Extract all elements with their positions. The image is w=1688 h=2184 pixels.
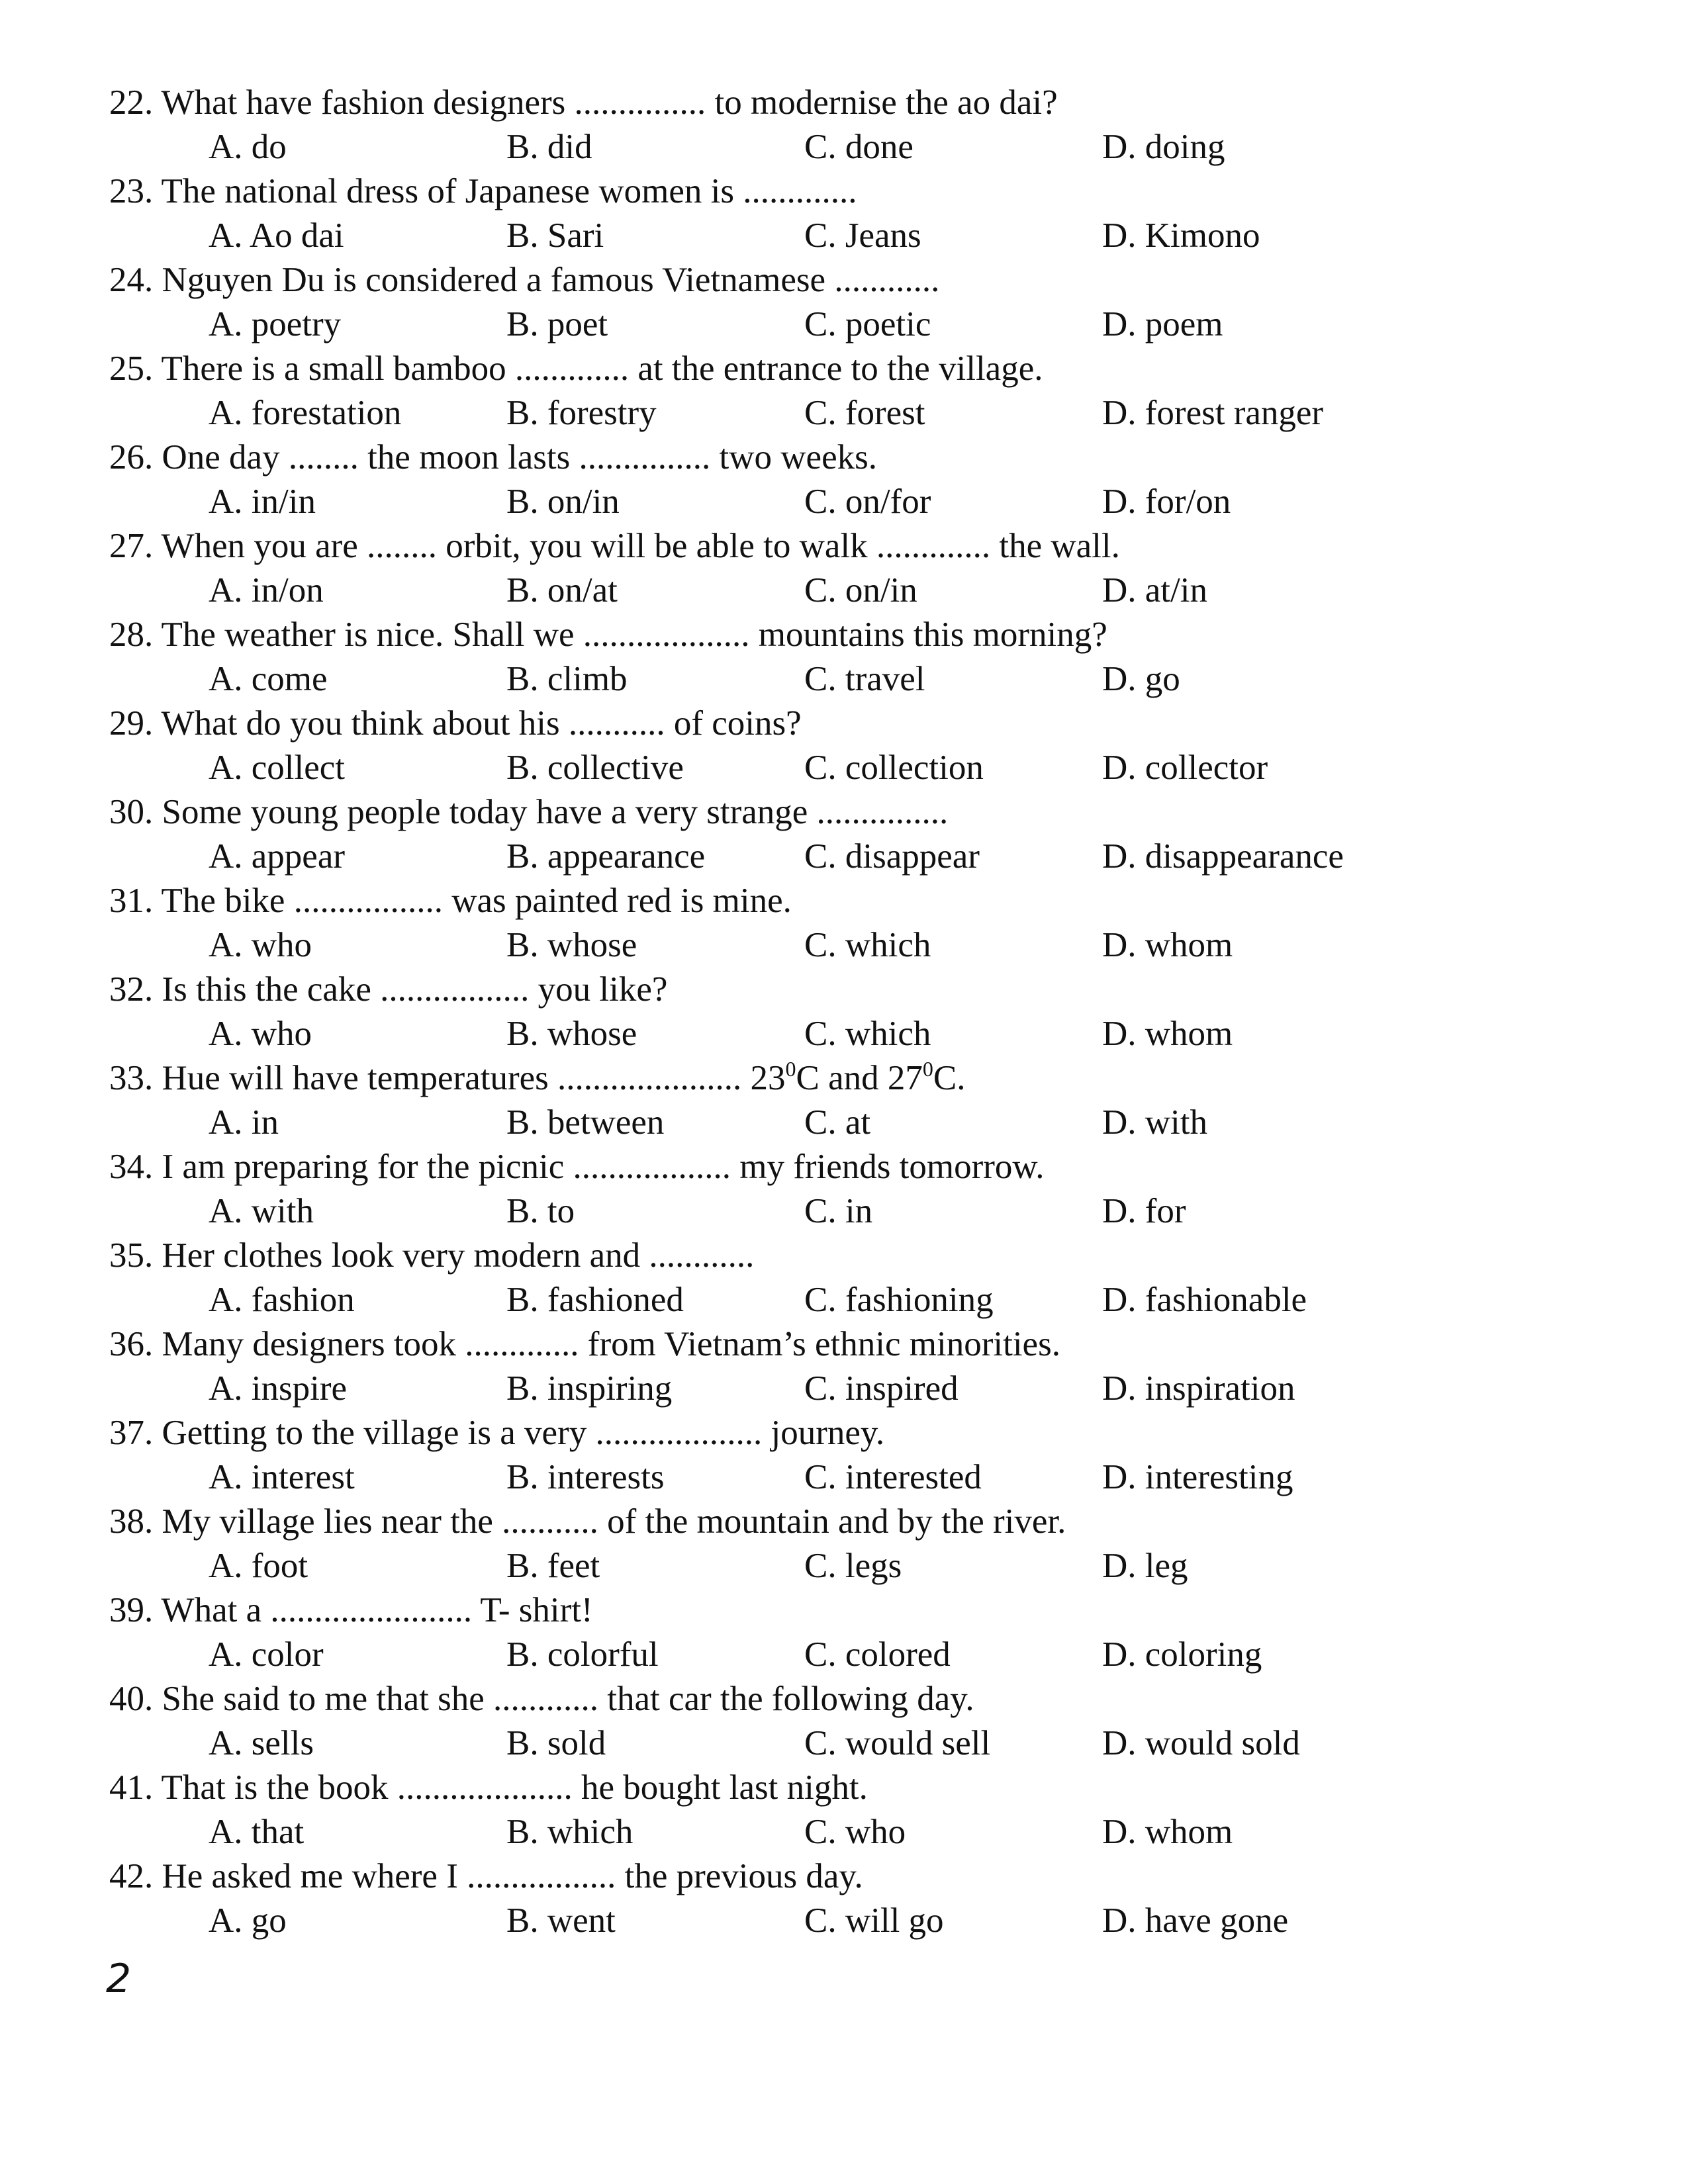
answer-option-d: D. have gone: [1102, 1901, 1289, 1940]
answer-option-b: B. inspiring: [506, 1369, 673, 1408]
question-stem: [109, 1056, 1632, 1101]
answer-option-a: A. do: [209, 128, 287, 166]
answer-options: [109, 569, 1632, 613]
answer-option-a: A. inspire: [209, 1369, 348, 1408]
answer-option-c: C. legs: [804, 1547, 902, 1585]
answer-option-c: C. would sell: [804, 1724, 991, 1762]
question-item: [109, 1322, 1632, 1411]
answer-option-b: B. climb: [506, 660, 628, 698]
question-item: [109, 879, 1632, 968]
question-item: [109, 1411, 1632, 1500]
answer-option-b: B. sold: [506, 1724, 606, 1762]
answer-options: [109, 1899, 1632, 1943]
page-number: 2: [106, 1956, 132, 2002]
answer-option-d: D. would sold: [1102, 1724, 1300, 1762]
answer-option-a: A. who: [209, 926, 312, 964]
question-item: [109, 1056, 1632, 1145]
question-item: [109, 258, 1632, 347]
answer-options: [109, 1367, 1632, 1411]
question-item: [109, 790, 1632, 879]
question-item: [109, 81, 1632, 169]
answer-option-a: A. fashion: [209, 1281, 355, 1319]
answer-option-b: B. poet: [506, 305, 608, 343]
answer-option-d: D. leg: [1102, 1547, 1188, 1585]
answer-option-d: D. interesting: [1102, 1458, 1293, 1496]
answer-option-a: A. with: [209, 1192, 314, 1230]
question-item: [109, 524, 1632, 613]
answer-option-d: D. Kimono: [1102, 216, 1260, 255]
answer-option-d: D. whom: [1102, 926, 1233, 964]
superscript-degree: 0: [922, 1057, 933, 1081]
answer-option-d: D. forest ranger: [1102, 394, 1324, 432]
question-item: [109, 1145, 1632, 1234]
answer-option-a: A. Ao dai: [209, 216, 344, 255]
answer-option-c: C. on/in: [804, 571, 917, 610]
answer-option-d: D. collector: [1102, 749, 1268, 787]
answer-option-c: C. Jeans: [804, 216, 921, 255]
question-stem: 23. The national dress of Japanese women is .............: [109, 172, 857, 210]
superscript-degree: 0: [785, 1057, 796, 1081]
answer-option-a: A. forestation: [209, 394, 402, 432]
question-item: [109, 1854, 1632, 1943]
answer-option-c: C. who: [804, 1813, 906, 1851]
answer-option-a: A. poetry: [209, 305, 342, 343]
question-item: [109, 1588, 1632, 1677]
question-stem: 22. What have fashion designers ............... to modernise the ao dai?: [109, 83, 1058, 122]
answer-option-d: D. doing: [1102, 128, 1225, 166]
answer-option-a: A. come: [209, 660, 328, 698]
question-stem: 31. The bike ................. was painted red is mine.: [109, 882, 792, 920]
answer-option-d: D. poem: [1102, 305, 1223, 343]
answer-option-c: C. at: [804, 1103, 871, 1142]
answer-option-c: C. travel: [804, 660, 925, 698]
answer-option-d: D. at/in: [1102, 571, 1207, 610]
question-stem: 25. There is a small bamboo ............. at the entrance to the village.: [109, 349, 1043, 388]
answer-option-a: A. in/on: [209, 571, 324, 610]
answer-option-a: A. interest: [209, 1458, 355, 1496]
answer-option-c: C. forest: [804, 394, 925, 432]
answer-option-c: C. will go: [804, 1901, 944, 1940]
answer-options: [109, 835, 1632, 879]
answer-options: [109, 1455, 1632, 1500]
answer-option-b: B. between: [506, 1103, 665, 1142]
answer-option-d: D. with: [1102, 1103, 1207, 1142]
answer-option-d: D. go: [1102, 660, 1180, 698]
answer-options: [109, 1810, 1632, 1854]
question-item: [109, 347, 1632, 435]
answer-option-c: C. collection: [804, 749, 984, 787]
answer-option-b: B. fashioned: [506, 1281, 684, 1319]
answer-option-b: B. forestry: [506, 394, 657, 432]
answer-option-b: B. Sari: [506, 216, 604, 255]
answer-option-d: D. inspiration: [1102, 1369, 1295, 1408]
answer-option-b: B. went: [506, 1901, 616, 1940]
answer-option-c: C. which: [804, 1015, 931, 1053]
answer-option-c: C. inspired: [804, 1369, 959, 1408]
answer-option-d: D. coloring: [1102, 1635, 1262, 1674]
answer-option-b: B. on/at: [506, 571, 618, 610]
question-stem: 41. That is the book .................... he bought last night.: [109, 1768, 868, 1807]
answer-options: [109, 391, 1632, 435]
answer-option-d: D. disappearance: [1102, 837, 1344, 876]
answer-options: [109, 1633, 1632, 1677]
answer-option-b: B. feet: [506, 1547, 600, 1585]
question-stem: 30. Some young people today have a very strange ...............: [109, 793, 949, 831]
question-list: [109, 81, 1632, 1943]
question-item: [109, 1677, 1632, 1766]
question-stem-text: C and 27: [796, 1059, 923, 1097]
answer-option-b: B. interests: [506, 1458, 665, 1496]
question-item: [109, 169, 1632, 258]
answer-option-d: D. whom: [1102, 1813, 1233, 1851]
answer-options: [109, 1544, 1632, 1588]
answer-options: [109, 1721, 1632, 1766]
question-stem: 40. She said to me that she ............ that car the following day.: [109, 1680, 974, 1718]
answer-option-b: B. appearance: [506, 837, 706, 876]
question-stem: 36. Many designers took ............. from Vietnam’s ethnic minorities.: [109, 1325, 1060, 1363]
question-item: [109, 613, 1632, 702]
answer-options: [109, 746, 1632, 790]
answer-options: [109, 480, 1632, 524]
question-item: [109, 702, 1632, 790]
answer-option-b: B. whose: [506, 926, 637, 964]
question-stem-text: 33. Hue will have temperatures ..................... 23: [109, 1059, 786, 1097]
question-stem: 38. My village lies near the ........... of the mountain and by the river.: [109, 1502, 1066, 1541]
question-stem: 34. I am preparing for the picnic .................. my friends tomorrow.: [109, 1148, 1045, 1186]
question-stem: 37. Getting to the village is a very ................... journey.: [109, 1414, 885, 1452]
answer-option-d: D. fashionable: [1102, 1281, 1307, 1319]
answer-option-a: A. who: [209, 1015, 312, 1053]
question-stem-text: C.: [933, 1059, 966, 1097]
answer-option-d: D. whom: [1102, 1015, 1233, 1053]
answer-options: [109, 214, 1632, 258]
question-stem: 28. The weather is nice. Shall we ................... mountains this morning?: [109, 615, 1107, 654]
answer-option-a: A. in: [209, 1103, 279, 1142]
answer-option-a: A. color: [209, 1635, 324, 1674]
answer-option-c: C. interested: [804, 1458, 982, 1496]
question-stem: 26. One day ........ the moon lasts ............... two weeks.: [109, 438, 877, 477]
answer-options: [109, 657, 1632, 702]
answer-options: [109, 125, 1632, 169]
answer-option-b: B. did: [506, 128, 592, 166]
answer-option-c: C. in: [804, 1192, 873, 1230]
answer-option-c: C. disappear: [804, 837, 980, 876]
answer-option-a: A. go: [209, 1901, 287, 1940]
answer-option-d: D. for/on: [1102, 482, 1231, 521]
question-item: [109, 1500, 1632, 1588]
answer-option-a: A. appear: [209, 837, 345, 876]
answer-options: [109, 1012, 1632, 1056]
answer-option-a: A. in/in: [209, 482, 316, 521]
answer-options: [109, 923, 1632, 968]
answer-option-d: D. for: [1102, 1192, 1186, 1230]
answer-option-b: B. which: [506, 1813, 633, 1851]
question-stem: 32. Is this the cake ................. you like?: [109, 970, 668, 1009]
answer-option-c: C. on/for: [804, 482, 931, 521]
answer-option-c: C. fashioning: [804, 1281, 994, 1319]
answer-option-c: C. colored: [804, 1635, 951, 1674]
answer-option-c: C. done: [804, 128, 914, 166]
question-stem: 24. Nguyen Du is considered a famous Vietnamese ............: [109, 261, 940, 299]
answer-option-b: B. whose: [506, 1015, 637, 1053]
question-stem: 35. Her clothes look very modern and ............: [109, 1236, 755, 1275]
question-item: [109, 1234, 1632, 1322]
answer-option-c: C. which: [804, 926, 931, 964]
answer-options: [109, 302, 1632, 347]
question-stem: 39. What a ....................... T- shirt!: [109, 1591, 593, 1629]
question-stem: 29. What do you think about his ........... of coins?: [109, 704, 802, 743]
answer-option-a: A. sells: [209, 1724, 314, 1762]
answer-options: [109, 1189, 1632, 1234]
answer-option-a: A. collect: [209, 749, 346, 787]
question-stem: 27. When you are ........ orbit, you will be able to walk ............. the wall.: [109, 527, 1120, 565]
answer-options: [109, 1278, 1632, 1322]
answer-option-b: B. on/in: [506, 482, 620, 521]
question-stem: 42. He asked me where I ................. the previous day.: [109, 1857, 863, 1895]
answer-option-c: C. poetic: [804, 305, 931, 343]
answer-option-b: B. to: [506, 1192, 575, 1230]
answer-option-a: A. that: [209, 1813, 305, 1851]
answer-options: [109, 1101, 1632, 1145]
question-item: [109, 435, 1632, 524]
question-item: [109, 1766, 1632, 1854]
answer-option-b: B. collective: [506, 749, 684, 787]
answer-option-b: B. colorful: [506, 1635, 659, 1674]
answer-option-a: A. foot: [209, 1547, 308, 1585]
question-item: [109, 968, 1632, 1056]
